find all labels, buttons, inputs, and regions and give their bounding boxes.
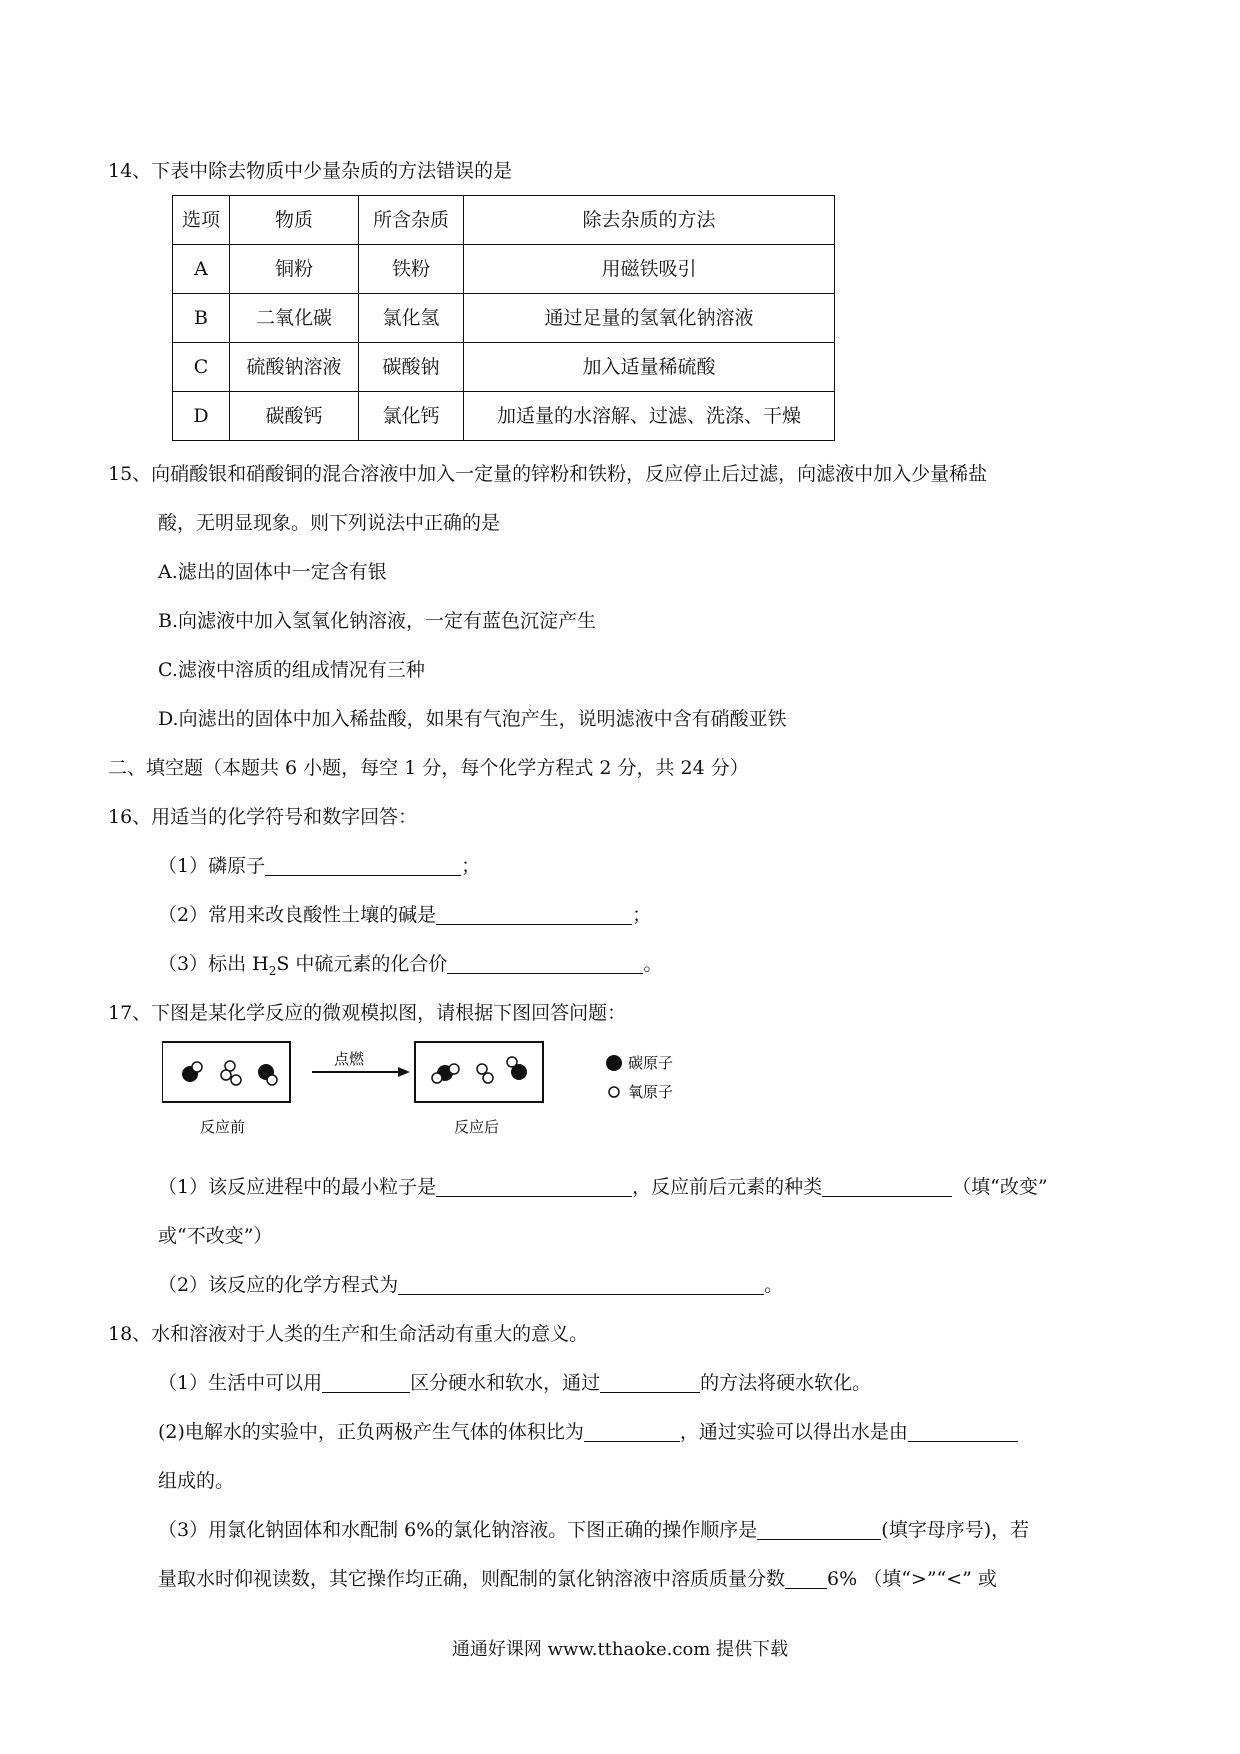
page-footer: 通通好课网 www.tthaoke.com 提供下载 — [451, 1639, 789, 1660]
q14-table — [172, 195, 835, 441]
answer-blank[interactable] — [322, 1374, 410, 1393]
table-header-cell: 除去杂质的方法 — [464, 196, 835, 245]
table-cell: 氯化氢 — [359, 294, 464, 343]
q18-part2-label: (2)电解水的实验中，正负两极产生气体的体积比为 — [158, 1421, 584, 1443]
answer-blank[interactable] — [436, 1178, 632, 1197]
q18-stem: 18、水和溶液对于人类的生产和生命活动有重大的意义。 — [108, 1323, 589, 1345]
q16-part3-label: （3）标出 H — [158, 953, 269, 975]
q17-part1-mid: ，反应前后元素的种类 — [632, 1176, 823, 1198]
q16-part1-label: （1）磷原子 — [158, 855, 266, 877]
q15-stem-line2: 酸，无明显现象。则下列说法中正确的是 — [158, 512, 501, 534]
subscript: 2 — [268, 963, 277, 978]
legend-carbon-icon — [606, 1055, 622, 1071]
table-cell: 铁粉 — [359, 245, 464, 294]
table-cell: C — [173, 343, 230, 392]
table-cell: 碳酸钠 — [359, 343, 464, 392]
q18-part3 — [158, 1521, 1029, 1540]
punctuation: 。 — [643, 953, 663, 975]
answer-blank[interactable] — [757, 1521, 881, 1540]
oxygen-atom — [483, 1073, 493, 1083]
q16-stem: 16、用适当的化学符号和数字回答： — [108, 806, 418, 828]
oxygen-atom — [267, 1075, 277, 1085]
table-row — [173, 343, 835, 392]
q18-part3-line2-label: 量取水时仰视读数，其它操作均正确，则配制的氯化钠溶液中溶质质量分数 — [158, 1568, 786, 1590]
q15-option-c: C.滤液中溶质的组成情况有三种 — [158, 659, 425, 681]
legend-carbon-label: 碳原子 — [628, 1054, 674, 1072]
section-title: 二、填空题（本题共 6 小题，每空 1 分，每个化学方程式 2 分，共 24 分） — [108, 757, 749, 779]
oxygen-atom — [221, 1070, 231, 1080]
after-label: 反应后 — [454, 1118, 500, 1136]
oxygen-atom — [449, 1064, 459, 1074]
q16-part3 — [158, 955, 662, 977]
q17-part1-line2: 或“不改变”） — [158, 1225, 273, 1247]
q16-part2 — [158, 906, 651, 925]
table-cell: D — [173, 392, 230, 441]
answer-blank[interactable] — [436, 906, 632, 925]
legend-oxygen-label: 氧原子 — [628, 1083, 674, 1101]
table-cell: 二氧化碳 — [230, 294, 359, 343]
answer-blank[interactable] — [785, 1570, 827, 1589]
table-row — [173, 245, 835, 294]
q17-stem: 17、下图是某化学反应的微观模拟图，请根据下图回答问题： — [108, 1002, 627, 1024]
q18-part3-line2 — [158, 1570, 997, 1589]
q18-part2-line2: 组成的。 — [158, 1470, 235, 1492]
reaction-diagram — [162, 1040, 722, 1150]
legend-oxygen-icon — [609, 1087, 619, 1097]
table-cell: B — [173, 294, 230, 343]
table-cell: 铜粉 — [230, 245, 359, 294]
q18-part2 — [158, 1423, 1018, 1442]
q15-option-b: B.向滤液中加入氢氧化钠溶液，一定有蓝色沉淀产生 — [158, 610, 597, 632]
q18-part3-label: （3）用氯化钠固体和水配制 6%的氯化钠溶液。下图正确的操作顺序是 — [158, 1519, 758, 1541]
table-header-cell: 选项 — [173, 196, 230, 245]
q15-option-a: A.滤出的固体中一定含有银 — [158, 561, 387, 583]
q14-stem: 14、下表中除去物质中少量杂质的方法错误的是 — [108, 160, 513, 182]
answer-blank[interactable] — [398, 1276, 764, 1295]
table-cell: 用磁铁吸引 — [464, 245, 835, 294]
table-header-row — [173, 196, 835, 245]
q15-option-d: D.向滤出的固体中加入稀盐酸，如果有气泡产生，说明滤液中含有硝酸亚铁 — [158, 708, 787, 730]
punctuation: 。 — [764, 1274, 784, 1296]
before-label: 反应前 — [200, 1118, 246, 1136]
q18-part1 — [158, 1374, 871, 1393]
q18-part2-mid: ，通过实验可以得出水是由 — [679, 1421, 908, 1443]
q17-part1-post: （填“改变” — [952, 1176, 1048, 1198]
oxygen-atom — [477, 1064, 487, 1074]
table-cell: 加适量的水溶解、过滤、洗涤、干燥 — [464, 392, 835, 441]
answer-blank[interactable] — [908, 1423, 1018, 1442]
table-row — [173, 294, 835, 343]
arrow-label: 点燃 — [334, 1050, 365, 1068]
oxygen-atom — [507, 1057, 517, 1067]
answer-blank[interactable] — [600, 1374, 700, 1393]
q18-part3-line2-post: 6% （填“>”“<” 或 — [827, 1568, 997, 1590]
q18-part3-post: (填字母序号)，若 — [881, 1519, 1030, 1541]
answer-blank[interactable] — [447, 955, 643, 974]
table-cell: 通过足量的氢氧化钠溶液 — [464, 294, 835, 343]
table-cell: A — [173, 245, 230, 294]
table-cell: 加入适量稀硫酸 — [464, 343, 835, 392]
q15-stem-line1: 15、向硝酸银和硝酸铜的混合溶液中加入一定量的锌粉和铁粉，反应停止后过滤，向滤液中加入少量稀盐 — [108, 463, 988, 485]
q18-part1-mid: 区分硬水和软水，通过 — [410, 1372, 601, 1394]
table-header-cell: 物质 — [230, 196, 359, 245]
table-row — [173, 392, 835, 441]
answer-blank[interactable] — [265, 857, 461, 876]
oxygen-atom — [192, 1062, 202, 1072]
q16-part2-label: （2）常用来改良酸性土壤的碱是 — [158, 904, 437, 926]
table-cell: 碳酸钙 — [230, 392, 359, 441]
q17-part1 — [158, 1178, 1048, 1197]
answer-blank[interactable] — [822, 1178, 952, 1197]
q17-part2 — [158, 1276, 783, 1295]
oxygen-atom — [231, 1075, 241, 1085]
q18-part1-label: （1）生活中可以用 — [158, 1372, 323, 1394]
punctuation: ； — [461, 855, 481, 877]
oxygen-atom — [432, 1073, 442, 1083]
table-cell: 硫酸钠溶液 — [230, 343, 359, 392]
q16-part3-label-rest: S 中硫元素的化合价 — [276, 953, 448, 975]
table-header-cell: 所含杂质 — [359, 196, 464, 245]
q17-part2-label: （2）该反应的化学方程式为 — [158, 1274, 399, 1296]
q17-part1-label: （1）该反应进程中的最小粒子是 — [158, 1176, 437, 1198]
q18-part1-post: 的方法将硬水软化。 — [700, 1372, 872, 1394]
punctuation: ； — [632, 904, 652, 926]
q16-part1 — [158, 857, 480, 876]
table-cell: 氯化钙 — [359, 392, 464, 441]
arrow-head — [398, 1067, 410, 1077]
answer-blank[interactable] — [584, 1423, 680, 1442]
